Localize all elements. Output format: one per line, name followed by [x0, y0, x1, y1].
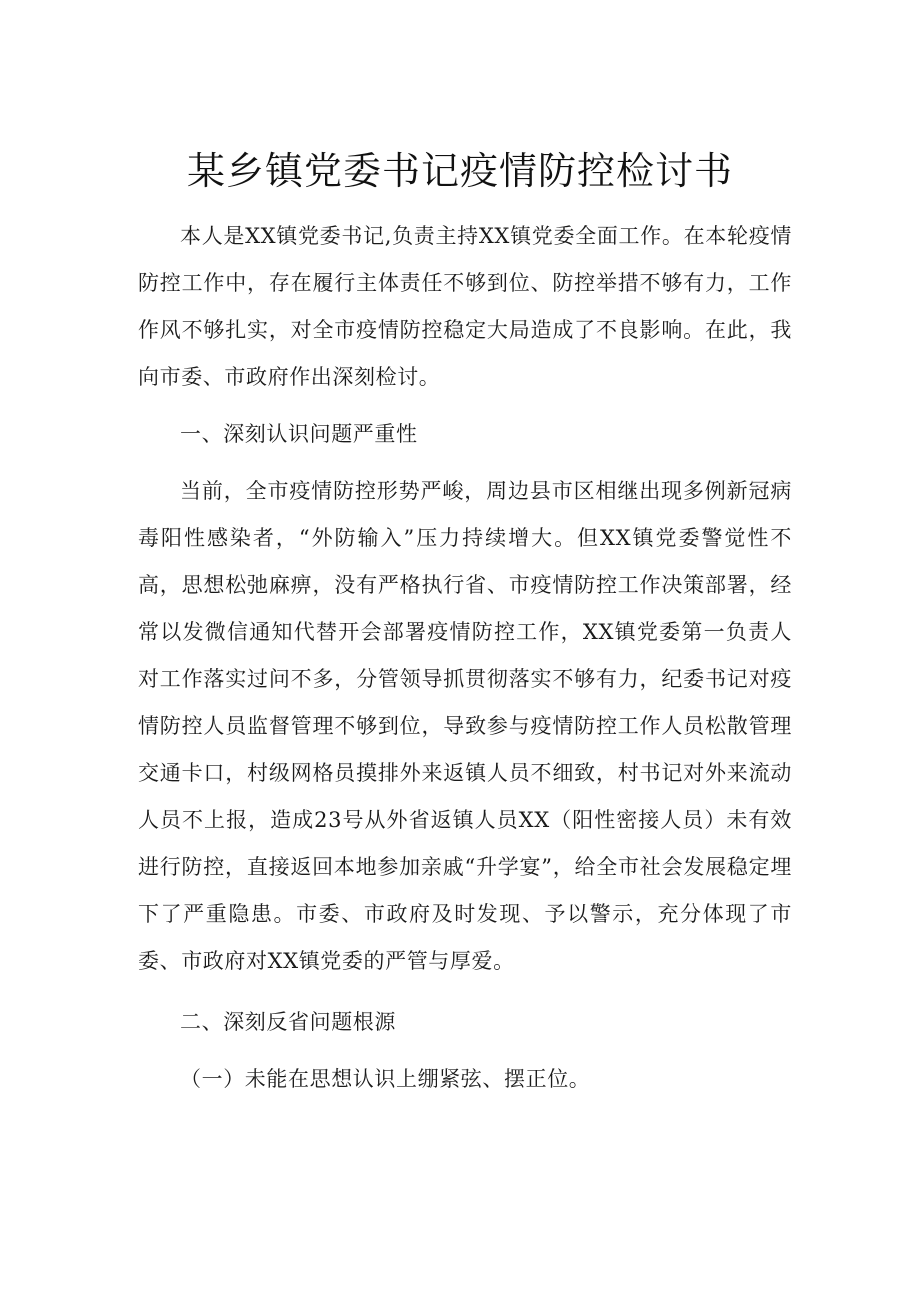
section-heading-1: 一、深刻认识问题严重性	[180, 422, 418, 446]
intro-paragraph: 本人是XX镇党委书记,负责主持XX镇党委全面工作。在本轮疫情防控工作中，存在履行主体责任不够到位、防控举措不够有力，工作作风不够扎实，对全市疫情防控稳定大局造成了不良影响。在此，我向市委、市政府作出深刻检讨。	[138, 224, 792, 389]
subsection-heading-1: （一）未能在思想认识上绷紧弦、摆正位。	[180, 1067, 591, 1091]
document-title: 某乡镇党委书记疫情防控检讨书	[186, 149, 733, 193]
document-body	[138, 213, 792, 1103]
section-1-paragraph: 当前，全市疫情防控形势严峻，周边县市区相继出现多例新冠病毒阳性感染者，“外防输入”压力持续增大。但XX镇党委警觉性不高，思想松弛麻痹，没有严格执行省、市疫情防控工作决策部署，经常以发微信通知代替开会部署疫情防控工作，XX镇党委第一负责人对工作落实过问不多，分管领导抓贯彻落实不够有力，纪委书记对疫情防控人员监督管理不够到位，导致参与疫情防控工作人员松散管理交通卡口，村级网格员摸排外来返镇人员不细致，村书记对外来流动人员不上报，造成23号从外省返镇人员XX（阳性密接人员）未有效进行防控，直接返回本地参加亲戚“升学宴”，给全市社会发展稳定埋下了严重隐患。市委、市政府及时发现、予以警示，充分体现了市委、市政府对XX镇党委的严管与厚爱。	[138, 479, 792, 973]
section-heading-2: 二、深刻反省问题根源	[180, 1010, 396, 1034]
